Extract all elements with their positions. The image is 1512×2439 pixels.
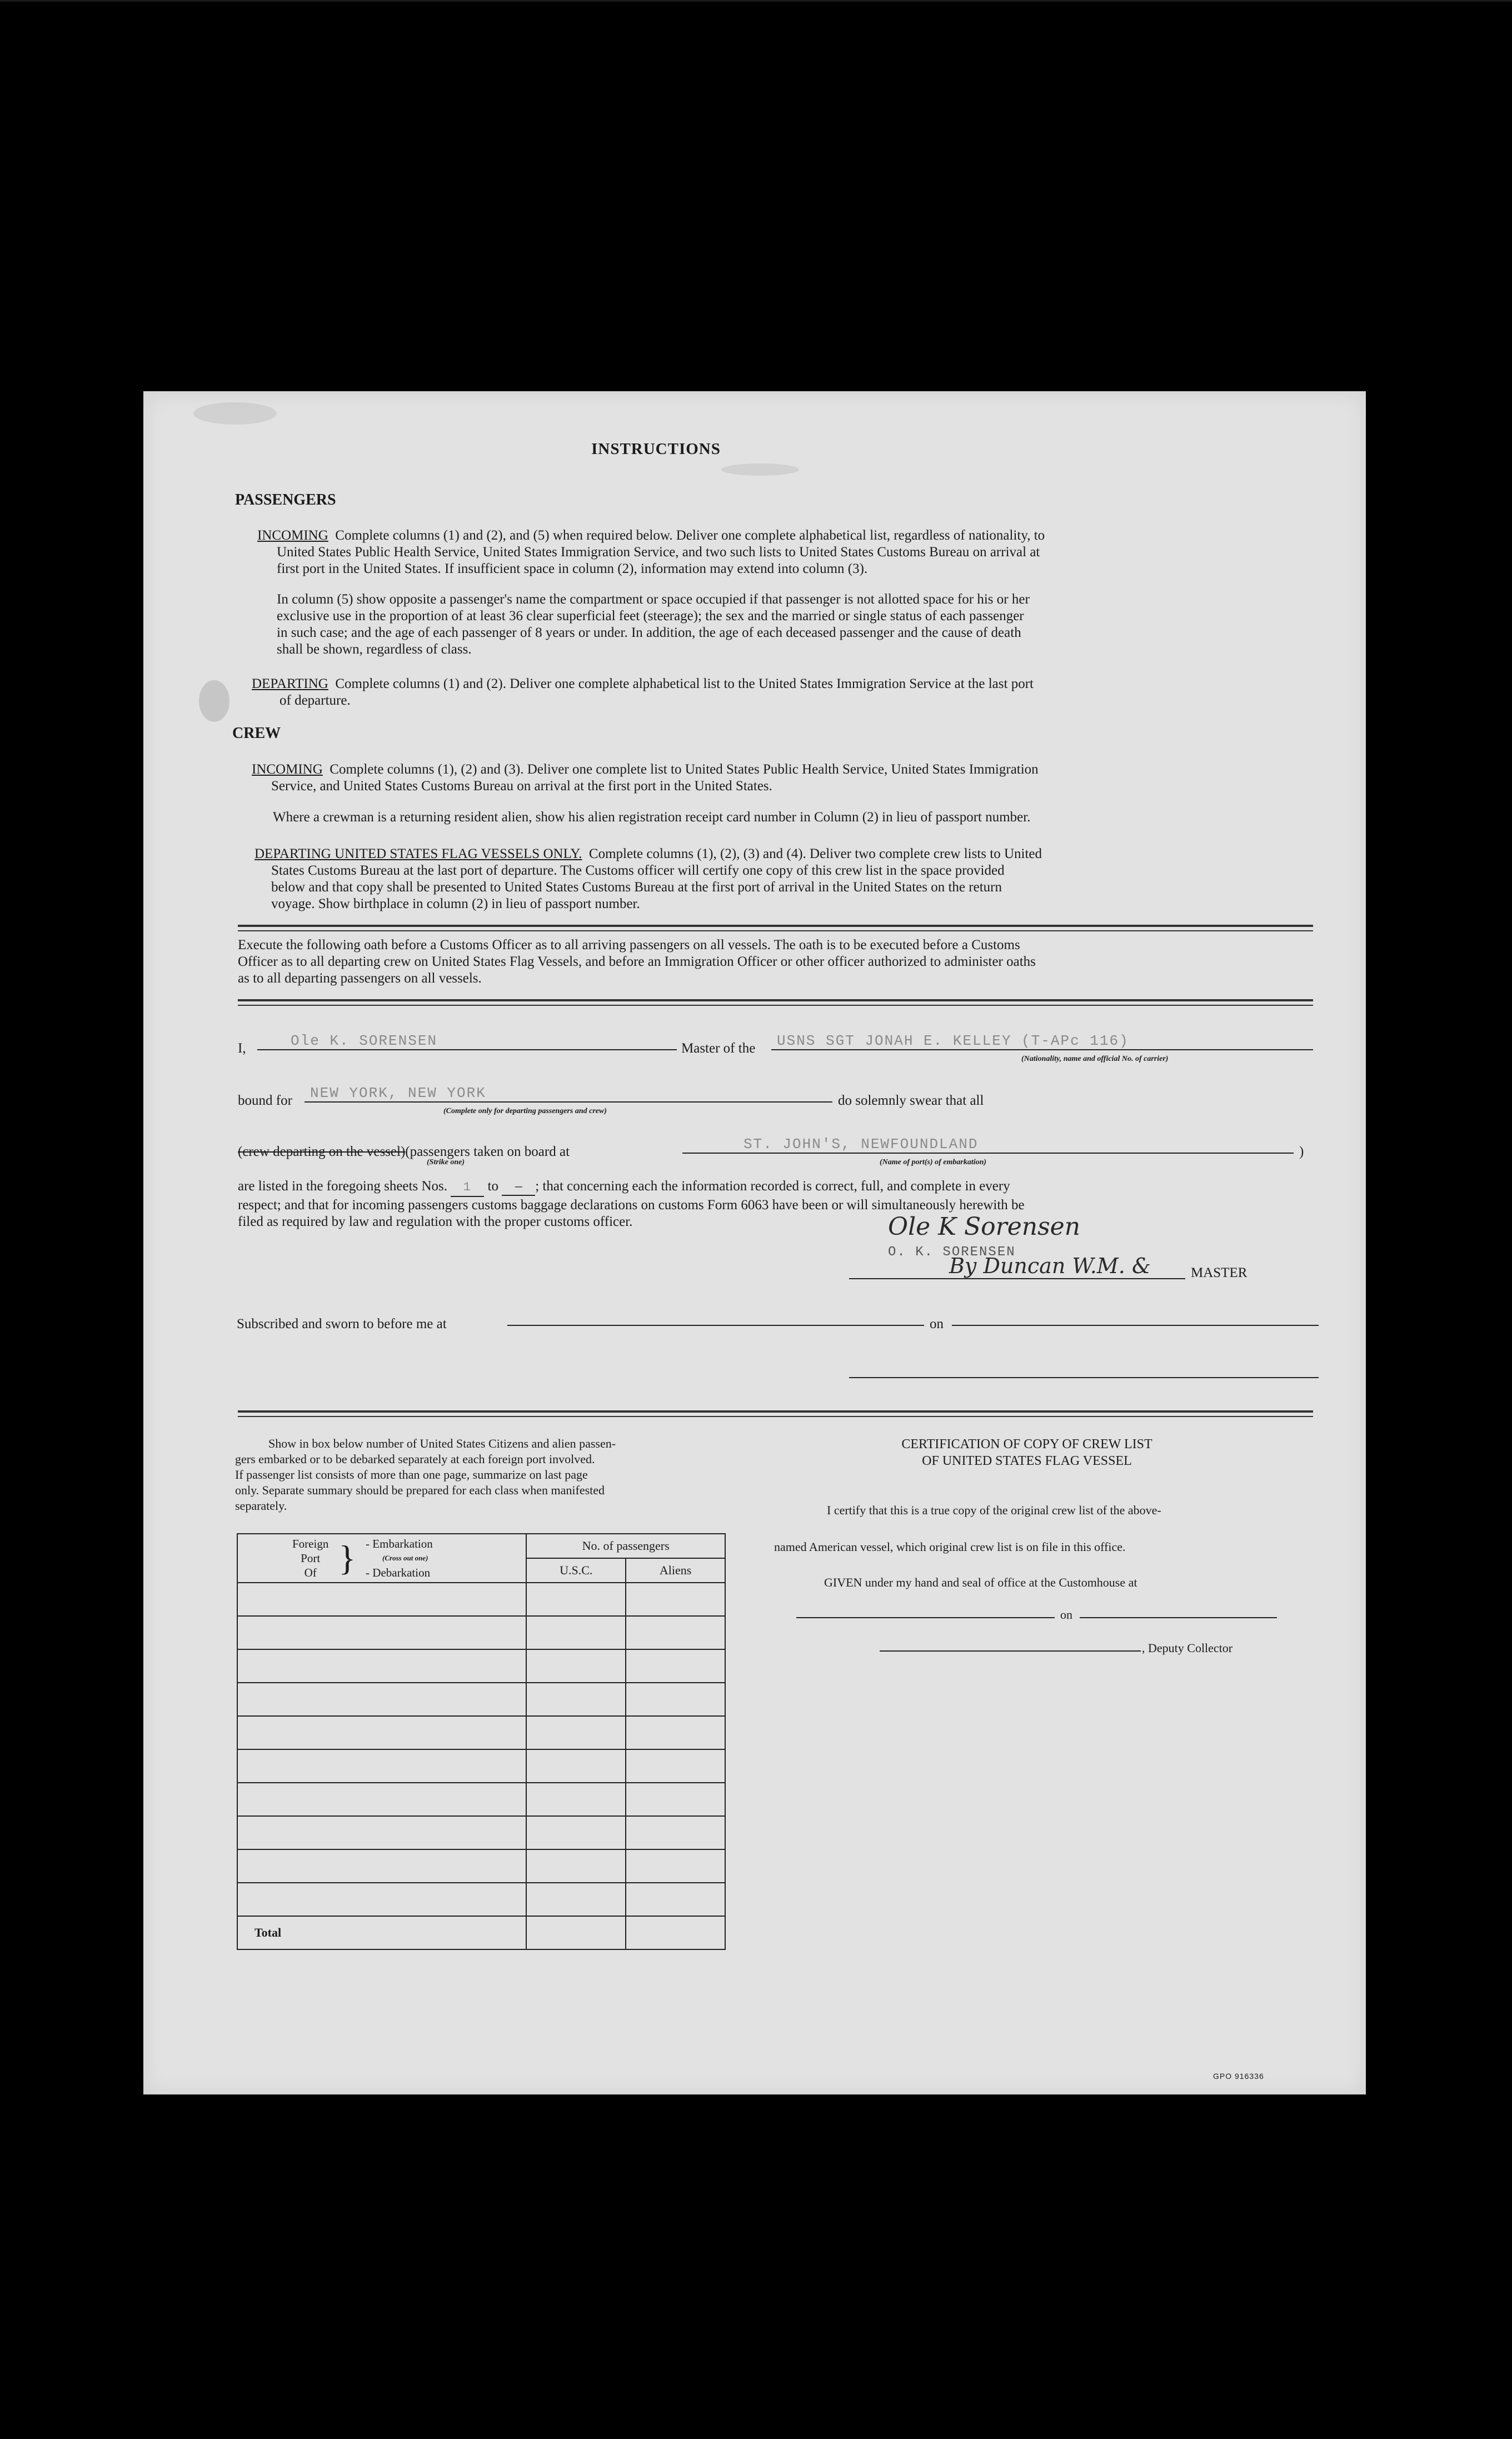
embarkation-option[interactable]: - Embarkation: [366, 1537, 433, 1550]
vessel-caption: (Nationality, name and official No. of carrier): [1021, 1055, 1169, 1063]
scan-top-edge: [0, 0, 1512, 2]
certification-on-label: on: [1060, 1608, 1072, 1622]
usc-header: U.S.C.: [526, 1558, 626, 1583]
passengers-incoming-text: United States Public Health Service, United States Immigration Service, and two such lists to United States Customs Bureau on arrival at: [277, 545, 1040, 560]
oath-i-label: I,: [238, 1041, 246, 1056]
table-header-row: [237, 1534, 725, 1558]
embark-port-field[interactable]: [682, 1134, 1294, 1154]
oath-instructions-text: as to all departing passengers on all vessels.: [238, 971, 482, 986]
debarkation-option[interactable]: - Debarkation: [366, 1566, 431, 1579]
summary-note-text: Show in box below number of United States Citizens and alien passen-: [268, 1437, 616, 1450]
port-cell[interactable]: [237, 1683, 526, 1716]
officer-signature-field[interactable]: [849, 1358, 1319, 1378]
master-signature: Ole K Sorensen: [888, 1213, 1081, 1241]
column5-text: In column (5) show opposite a passenger's name the compartment or space occupied if that passenger is not allotted space for his or her: [277, 592, 1030, 607]
passenger-summary-table: [237, 1533, 726, 1950]
destination-caption: (Complete only for departing passengers and crew): [443, 1107, 607, 1115]
aliens-cell[interactable]: [626, 1883, 725, 1916]
aliens-cell[interactable]: [626, 1749, 725, 1783]
table-row: [237, 1849, 725, 1883]
subscribed-date-field[interactable]: [952, 1306, 1319, 1326]
sheets-suffix: ; that concerning each the information recorded is correct, full, and complete in every: [535, 1179, 1010, 1194]
aliens-cell[interactable]: [626, 1849, 725, 1883]
column5-text: in such case; and the age of each passenger of 8 years or under. In addition, the age of each deceased passenger and the cause of death: [277, 625, 1021, 640]
oath-instructions-text: Execute the following oath before a Customs Officer as to all arriving passengers on all vessels. The oath is to be executed before a Customs: [238, 937, 1020, 952]
crew-incoming-text: Service, and United States Customs Bureau on arrival at the first port in the United States.: [271, 779, 772, 794]
crew-departing-text: voyage. Show birthplace in column (2) in lieu of passport number.: [271, 896, 640, 911]
total-label: Total: [237, 1916, 526, 1949]
section-divider: [238, 1410, 1313, 1417]
passengers-departing-text: Complete columns (1) and (2). Deliver one complete alphabetical list to the United States Immigration Service at the last port: [335, 676, 1034, 691]
aliens-total-cell[interactable]: [626, 1916, 725, 1949]
crew-departing-struck-text: (crew departing on the vessel): [238, 1144, 406, 1159]
page-title: INSTRUCTIONS: [591, 440, 721, 458]
footer-code: GPO 916336: [1213, 2072, 1264, 2081]
bound-for-label: bound for: [238, 1093, 292, 1108]
usc-cell[interactable]: [526, 1883, 626, 1916]
sheet-from-field[interactable]: [451, 1178, 484, 1197]
section-divider: [238, 999, 1313, 1006]
cross-out-caption: (Cross out one): [382, 1554, 428, 1562]
port-cell[interactable]: [237, 1783, 526, 1816]
swear-text: do solemnly swear that all: [838, 1093, 984, 1108]
passengers-incoming-text: first port in the United States. If insufficient space in column (2), information may extend into column (3).: [277, 561, 868, 576]
table-row: [237, 1716, 725, 1749]
subscribed-on-label: on: [930, 1316, 944, 1331]
usc-cell[interactable]: [526, 1849, 626, 1883]
passengers-departing-paragraph: [252, 676, 1319, 709]
crew-heading: CREW: [232, 725, 281, 742]
deputy-collector-field[interactable]: [880, 1635, 1141, 1652]
table-row: [237, 1883, 725, 1916]
crew-incoming-label: INCOMING: [252, 762, 323, 777]
master-name-value: Ole K. SORENSEN: [291, 1033, 438, 1049]
crew-departing-text: Complete columns (1), (2), (3) and (4). Deliver two complete crew lists to United: [588, 846, 1042, 861]
table-row: [237, 1583, 725, 1616]
table-row: [237, 1783, 725, 1816]
aliens-cell[interactable]: [626, 1583, 725, 1616]
table-row: [237, 1749, 725, 1783]
usc-cell[interactable]: [526, 1683, 626, 1716]
oath-body: [238, 1178, 1316, 1230]
passengers-departing-text: of departure.: [280, 693, 351, 708]
table-row: [237, 1816, 725, 1849]
port-cell[interactable]: [237, 1583, 526, 1616]
destination-field[interactable]: [305, 1083, 832, 1103]
oath-instructions: [238, 937, 1313, 987]
filed-text: filed as required by law and regulation with the proper customs officer.: [238, 1214, 633, 1229]
port-cell[interactable]: [237, 1849, 526, 1883]
table-row: [237, 1649, 725, 1683]
table-row: [237, 1683, 725, 1716]
usc-cell[interactable]: [526, 1783, 626, 1816]
table-row: [237, 1616, 725, 1649]
sheets-prefix: are listed in the foregoing sheets Nos.: [238, 1179, 447, 1194]
sheet-from-value: 1: [463, 1180, 472, 1194]
passengers-incoming-text: Complete columns (1) and (2), and (5) when required below. Deliver one complete alphabetical list, regardless of nationality, to: [335, 528, 1045, 543]
vessel-value: USNS SGT JONAH E. KELLEY (T-APc 116): [777, 1033, 1129, 1049]
passengers-heading: PASSENGERS: [235, 491, 336, 508]
customhouse-field[interactable]: [796, 1602, 1055, 1618]
port-label: Port: [301, 1552, 321, 1565]
close-paren: ): [1299, 1144, 1304, 1159]
crew-departing-paragraph: [255, 846, 1319, 912]
signature-line: [849, 1278, 1185, 1279]
no-passengers-header: No. of passengers: [526, 1534, 725, 1558]
signature-typed-name: O. K. SORENSEN: [888, 1245, 1016, 1260]
column5-text: shall be shown, regardless of class.: [277, 642, 472, 657]
crew-departing-text: below and that copy shall be presented to United States Customs Bureau at the first port of arrival in the United States on the return: [271, 880, 1002, 895]
certification-title: [771, 1436, 1283, 1469]
strike-caption: (Strike one): [427, 1158, 465, 1166]
embark-port-value: ST. JOHN'S, NEWFOUNDLAND: [743, 1136, 979, 1153]
signature-by: By Duncan W.M. &: [949, 1254, 1151, 1278]
oath-instructions-text: Officer as to all departing crew on United States Flag Vessels, and before an Immigration Officer or other officer authorized to administer oaths: [238, 954, 1036, 969]
port-header-cell: [237, 1534, 526, 1583]
passengers-incoming-paragraph: [257, 527, 1313, 577]
summary-note-text: If passenger list consists of more than one page, summarize on last page: [235, 1468, 588, 1482]
respect-text: respect; and that for incoming passengers customs baggage declarations on customs Form 6063 have been or will simultaneously herewith be: [238, 1198, 1025, 1213]
crew-incoming-text: Complete columns (1), (2) and (3). Deliver one complete list to United States Public Health Service, United States Immigration: [330, 762, 1039, 777]
subscribed-location-field[interactable]: [507, 1306, 924, 1326]
deputy-collector-label: , Deputy Collector: [1142, 1641, 1233, 1655]
total-row: [237, 1916, 725, 1949]
aliens-cell[interactable]: [626, 1683, 725, 1716]
port-cell[interactable]: [237, 1649, 526, 1683]
crew-incoming-paragraph: [252, 761, 1319, 795]
certification-title-line: OF UNITED STATES FLAG VESSEL: [922, 1454, 1132, 1468]
aliens-cell[interactable]: [626, 1783, 725, 1816]
usc-cell[interactable]: [526, 1583, 626, 1616]
summary-note-text: only. Separate summary should be prepared for each class when manifested: [235, 1483, 605, 1497]
port-cell[interactable]: [237, 1616, 526, 1649]
crew-departing-label: DEPARTING UNITED STATES FLAG VESSELS ONLY.: [255, 846, 582, 861]
to-label: to: [487, 1179, 498, 1194]
aliens-cell[interactable]: [626, 1816, 725, 1849]
port-cell[interactable]: [237, 1749, 526, 1783]
master-label: MASTER: [1191, 1265, 1247, 1280]
vessel-field[interactable]: [771, 1030, 1313, 1050]
port-cell[interactable]: [237, 1716, 526, 1749]
crew-resident-alien-text: Where a crewman is a returning resident alien, show his alien registration receipt card number in Column (2) in lieu of passport number.: [273, 810, 1031, 825]
certification-text: GIVEN under my hand and seal of office at the Customhouse at: [824, 1575, 1137, 1589]
form-sheet: [143, 391, 1366, 2094]
subscribed-label: Subscribed and sworn to before me at: [237, 1316, 447, 1331]
usc-cell[interactable]: [526, 1816, 626, 1849]
certification-title-line: CERTIFICATION OF COPY OF CREW LIST: [901, 1437, 1152, 1452]
crew-departing-text: States Customs Bureau at the last port of departure. The Customs officer will certify one copy of this crew list in the space provided: [271, 863, 1005, 878]
crew-passenger-choice: [238, 1144, 570, 1160]
certification-date-field[interactable]: [1080, 1602, 1277, 1618]
certification-text: named American vessel, which original crew list is on file in this office.: [774, 1540, 1126, 1554]
foreign-label: Foreign: [292, 1537, 329, 1550]
port-cell[interactable]: [237, 1816, 526, 1849]
passengers-incoming-label: INCOMING: [257, 528, 328, 543]
passengers-departing-label: DEPARTING: [252, 676, 328, 691]
aliens-header: Aliens: [626, 1558, 725, 1583]
scan-smudge: [721, 463, 799, 476]
master-of-label: Master of the: [681, 1041, 756, 1056]
sheet-to-field[interactable]: [502, 1178, 535, 1196]
port-cell[interactable]: [237, 1883, 526, 1916]
section-divider: [238, 925, 1313, 931]
aliens-cell[interactable]: [626, 1649, 725, 1683]
passengers-column5-paragraph: [277, 591, 1316, 658]
certification-text: I certify that this is a true copy of the original crew list of the above-: [827, 1503, 1161, 1517]
usc-total-cell[interactable]: [526, 1916, 626, 1949]
master-name-field[interactable]: [257, 1030, 677, 1050]
brace-glyph: }: [338, 1538, 356, 1578]
of-label: Of: [304, 1566, 317, 1579]
embark-caption: (Name of port(s) of embarkation): [880, 1158, 987, 1166]
scan-smudge: [199, 680, 229, 722]
summary-note: [235, 1436, 724, 1514]
aliens-cell[interactable]: [626, 1616, 725, 1649]
passengers-taken-text: (passengers taken on board at: [405, 1144, 570, 1159]
usc-cell[interactable]: [526, 1716, 626, 1749]
summary-note-text: separately.: [235, 1499, 287, 1513]
summary-note-text: gers embarked or to be debarked separately at each foreign port involved.: [235, 1452, 595, 1466]
column5-text: exclusive use in the proportion of at least 36 clear superficial feet (steerage); the sex and the married or single status of each passenger: [277, 608, 1024, 624]
usc-cell[interactable]: [526, 1749, 626, 1783]
destination-value: NEW YORK, NEW YORK: [310, 1085, 486, 1101]
sheet-to-value: –: [515, 1179, 522, 1194]
usc-cell[interactable]: [526, 1649, 626, 1683]
aliens-cell[interactable]: [626, 1716, 725, 1749]
scan-smudge: [193, 402, 277, 425]
usc-cell[interactable]: [526, 1616, 626, 1649]
